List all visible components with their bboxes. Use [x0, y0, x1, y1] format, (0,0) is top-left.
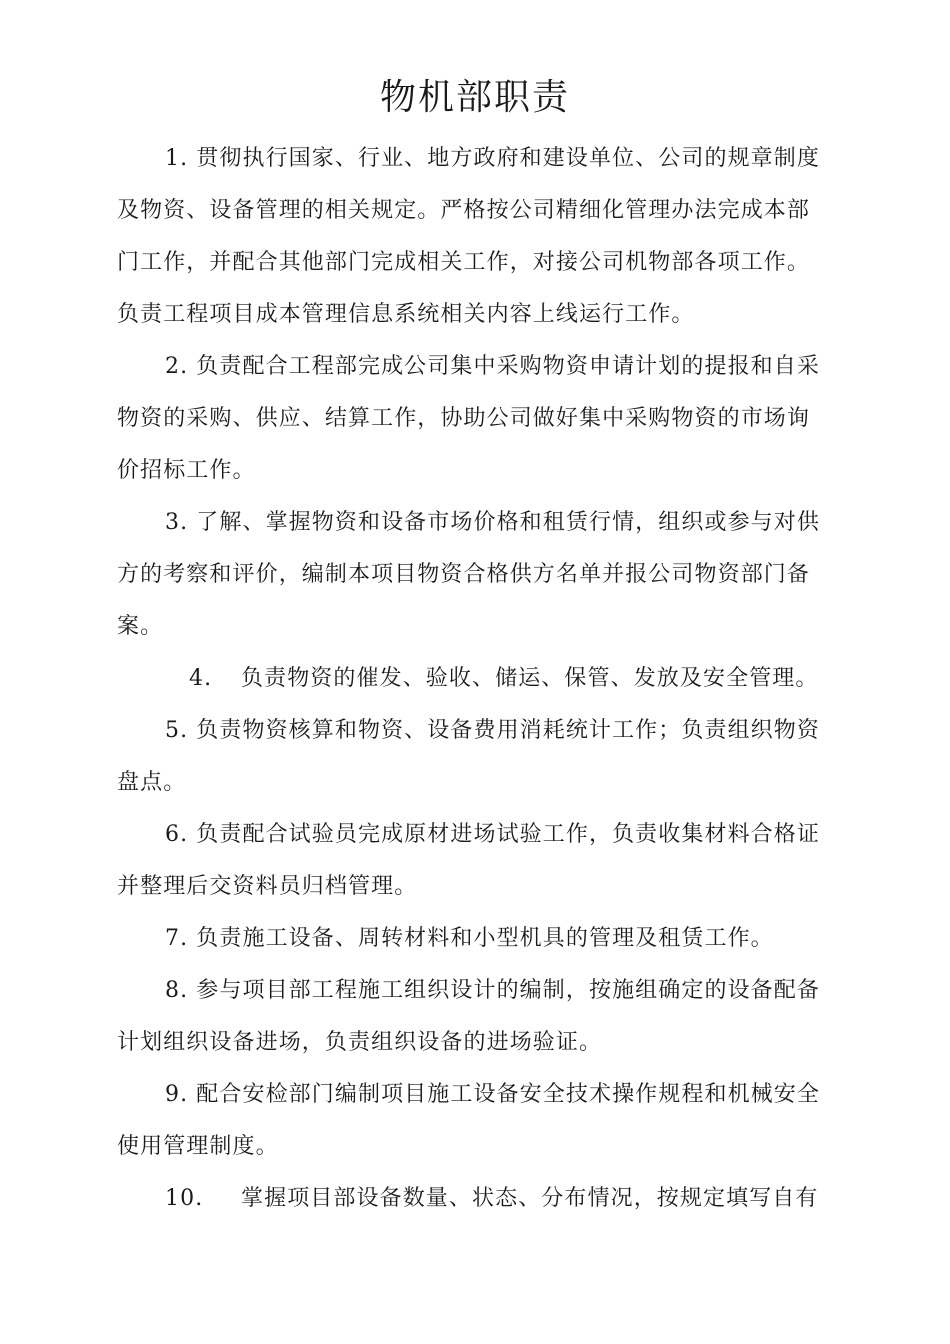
paragraph-line: 价招标工作。 — [117, 458, 256, 483]
paragraph-line: 并整理后交资料员归档管理。 — [117, 874, 418, 899]
paragraph-line: 门工作，并配合其他部门完成相关工作，对接公司机物部各项工作。 — [117, 250, 811, 275]
paragraph-line: 案。 — [117, 614, 164, 639]
paragraph-line: 9. 配合安检部门编制项目施工设备安全技术操作规程和机械安全 — [165, 1082, 820, 1107]
paragraph-line: 6. 负责配合试验员完成原材进场试验工作，负责收集材料合格证 — [165, 822, 820, 847]
item-number: 10. — [165, 1186, 204, 1211]
paragraph-line: 方的考察和评价，编制本项目物资合格供方名单并报公司物资部门备 — [117, 562, 811, 587]
paragraph-line: 2. 负责配合工程部完成公司集中采购物资申请计划的提报和自采 — [165, 354, 820, 379]
paragraph-line: 物资的采购、供应、结算工作，协助公司做好集中采购物资的市场询 — [117, 406, 811, 431]
paragraph-line: 掌握项目部设备数量、状态、分布情况，按规定填写自有 — [241, 1186, 819, 1211]
paragraph-line: 及物资、设备管理的相关规定。严格按公司精细化管理办法完成本部 — [117, 198, 811, 223]
paragraph-line: 计划组织设备进场，负责组织设备的进场验证。 — [117, 1030, 603, 1055]
paragraph-line: 盘点。 — [117, 770, 187, 795]
paragraph-line: 使用管理制度。 — [117, 1134, 279, 1159]
item-number: 4. — [189, 666, 213, 691]
paragraph-line: 负责物资的催发、验收、储运、保管、发放及安全管理。 — [241, 666, 819, 691]
paragraph-line: 5. 负责物资核算和物资、设备费用消耗统计工作；负责组织物资 — [165, 718, 820, 743]
paragraph-line: 7. 负责施工设备、周转材料和小型机具的管理及租赁工作。 — [165, 926, 774, 951]
paragraph-line: 负责工程项目成本管理信息系统相关内容上线运行工作。 — [117, 302, 695, 327]
paragraph-line: 8. 参与项目部工程施工组织设计的编制，按施组确定的设备配备 — [165, 978, 820, 1003]
paragraph-line: 1. 贯彻执行国家、行业、地方政府和建设单位、公司的规章制度 — [165, 146, 820, 171]
paragraph-line: 3. 了解、掌握物资和设备市场价格和租赁行情，组织或参与对供 — [165, 510, 820, 535]
page-title: 物机部职责 — [379, 77, 570, 118]
